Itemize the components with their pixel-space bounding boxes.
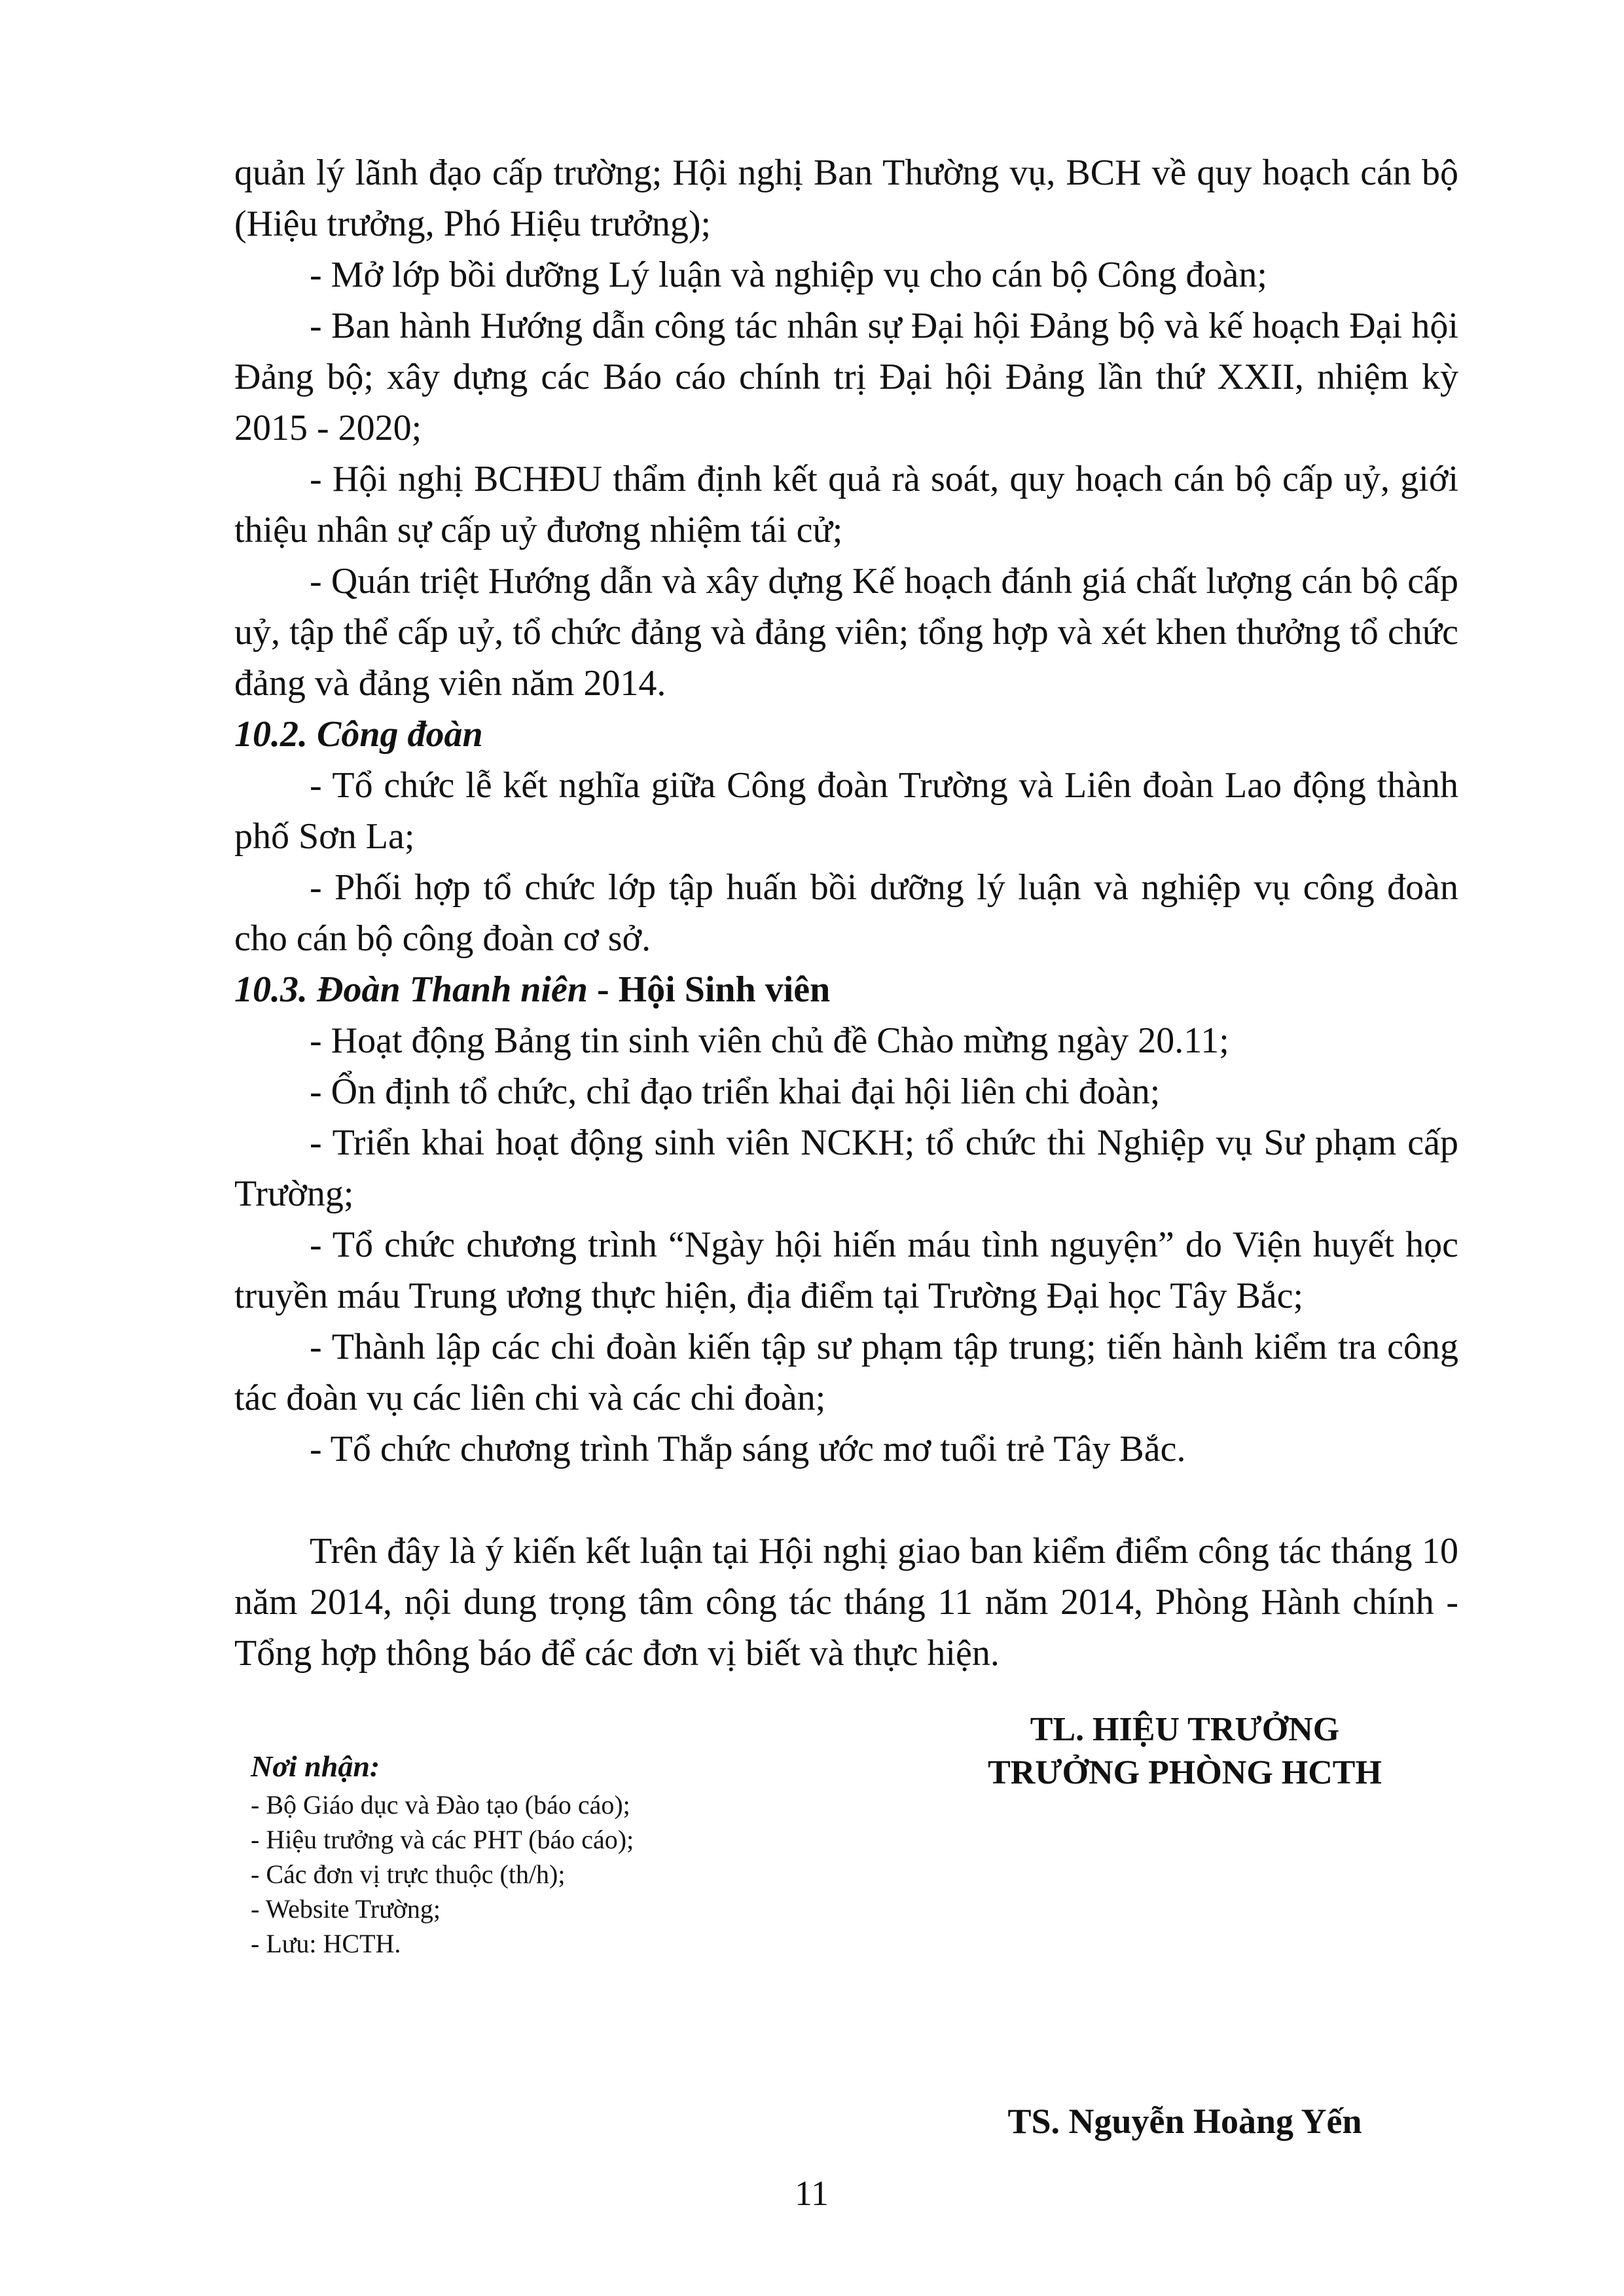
recipients-block bbox=[251, 1749, 840, 1961]
document-body bbox=[234, 147, 1458, 1679]
list-item: - Tổ chức chương trình Thắp sáng ước mơ tuổi trẻ Tây Bắc. bbox=[310, 1429, 1186, 1469]
closing-paragraph: Trên đây là ý kiến kết luận tại Hội nghị giao ban kiểm điểm công tác tháng 10 năm 2014, nội dung trọng tâm công tác tháng 11 năm 2014, Phòng Hành chính - Tổng hợp thông báo để các đơn vị biết và thực hiện. bbox=[234, 1531, 1458, 1674]
list-item: - Ban hành Hướng dẫn công tác nhân sự Đại hội Đảng bộ và kế hoạch Đại hội Đảng bộ; xây dựng các Báo cáo chính trị Đại hội Đảng lần thứ XXII, nhiệm kỳ 2015 - 2020; bbox=[234, 306, 1458, 448]
recipient-item: - Các đơn vị trực thuộc (th/h); bbox=[251, 1859, 566, 1889]
recipient-item: - Hiệu trưởng và các PHT (báo cáo); bbox=[251, 1825, 634, 1854]
paragraph-continued: quản lý lãnh đạo cấp trường; Hội nghị Ban Thường vụ, BCH về quy hoạch cán bộ (Hiệu trưởng, Phó Hiệu trưởng); bbox=[234, 152, 1458, 244]
recipients-label: Nơi nhận: bbox=[251, 1749, 380, 1783]
signature-title-line-1: TL. HIỆU TRƯỞNG bbox=[1030, 1711, 1340, 1748]
signature-title-line-2: TRƯỞNG PHÒNG HCTH bbox=[988, 1754, 1382, 1791]
list-item: - Phối hợp tổ chức lớp tập huấn bồi dưỡng lý luận và nghiệp vụ công đoàn cho cán bộ công đoàn cơ sở. bbox=[234, 867, 1458, 959]
recipient-item: - Bộ Giáo dục và Đào tạo (báo cáo); bbox=[251, 1790, 630, 1820]
section-heading-10-3 bbox=[234, 964, 1458, 1015]
recipient-item: - Lưu: HCTH. bbox=[251, 1929, 401, 1958]
list-item: - Tổ chức chương trình “Ngày hội hiến máu tình nguyện” do Viện huyết học truyền máu Trung ương thực hiện, địa điểm tại Trường Đại học Tây Bắc; bbox=[234, 1225, 1458, 1316]
recipient-item: - Website Trường; bbox=[251, 1894, 441, 1924]
list-item: - Hội nghị BCHĐU thẩm định kết quả rà soát, quy hoạch cán bộ cấp uỷ, giới thiệu nhân sự cấp uỷ đương nhiệm tái cử; bbox=[234, 459, 1458, 550]
signer-name: TS. Nguyễn Hoàng Yến bbox=[1007, 2102, 1362, 2141]
list-item: - Mở lớp bồi dưỡng Lý luận và nghiệp vụ cho cán bộ Công đoàn; bbox=[310, 255, 1267, 295]
section-heading-10-3-rest: - Hội Sinh viên bbox=[587, 969, 831, 1010]
section-heading-10-2: 10.2. Công đoàn bbox=[234, 714, 483, 755]
signature-title-block bbox=[903, 1708, 1466, 1795]
list-item: - Ổn định tổ chức, chỉ đạo triển khai đại hội liên chi đoàn; bbox=[310, 1071, 1161, 1112]
page-number: 11 bbox=[795, 2174, 829, 2213]
list-item: - Triển khai hoạt động sinh viên NCKH; tổ chức thi Nghiệp vụ Sư phạm cấp Trường; bbox=[234, 1122, 1458, 1214]
list-item: - Hoạt động Bảng tin sinh viên chủ đề Chào mừng ngày 20.11; bbox=[310, 1020, 1229, 1061]
list-item: - Quán triệt Hướng dẫn và xây dựng Kế hoạch đánh giá chất lượng cán bộ cấp uỷ, tập thể cấp uỷ, tổ chức đảng và đảng viên; tổng hợp và xét khen thưởng tổ chức đảng và đảng viên năm 2014. bbox=[234, 561, 1458, 704]
list-item: - Tổ chức lễ kết nghĩa giữa Công đoàn Trường và Liên đoàn Lao động thành phố Sơn La; bbox=[234, 765, 1458, 857]
section-heading-10-3-italic: 10.3. Đoàn Thanh niên bbox=[234, 969, 588, 1010]
list-item: - Thành lập các chi đoàn kiến tập sư phạm tập trung; tiến hành kiểm tra công tác đoàn vụ các liên chi và các chi đoàn; bbox=[234, 1327, 1458, 1418]
